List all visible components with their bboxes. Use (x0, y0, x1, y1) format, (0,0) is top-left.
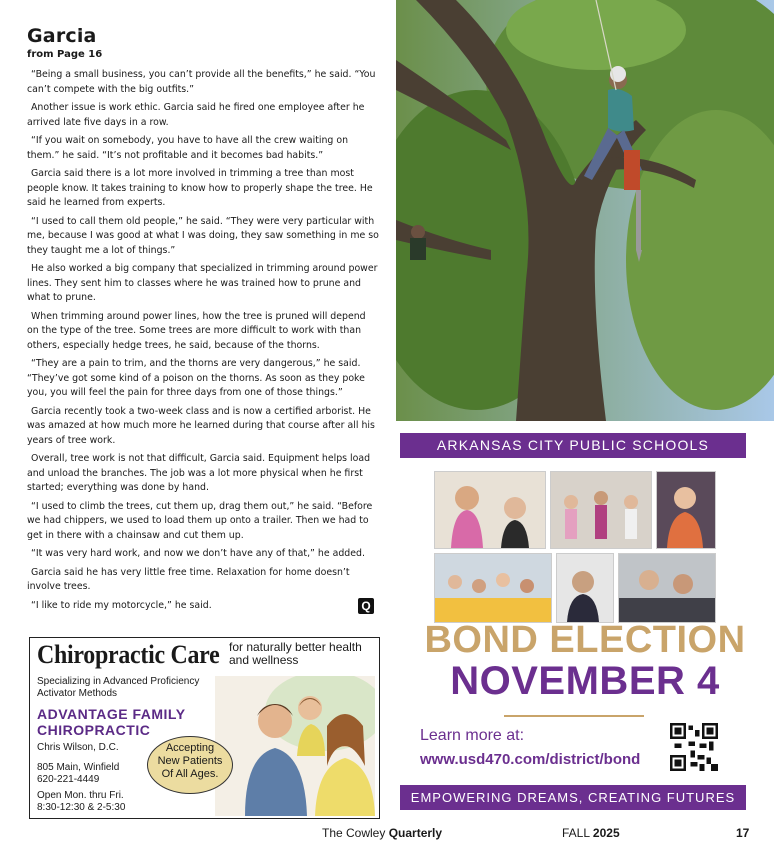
address (37, 762, 119, 786)
chiropractic-ad (29, 637, 380, 819)
learn-more-label: Learn more at: (420, 727, 525, 744)
bond-election-headline: BOND ELECTION (424, 619, 746, 661)
publication-bold: Quarterly (388, 826, 443, 840)
collage-photo (434, 553, 552, 623)
badge-line: Of All Ages. (161, 768, 219, 780)
doctor-name: Chris Wilson, D.C. (37, 742, 119, 753)
article-title: Garcia (27, 25, 97, 47)
end-mark-icon: Q (358, 598, 374, 614)
article (27, 25, 379, 617)
paragraph: Overall, tree work is not that difficult, Garcia said. Equipment helps load and unload the branches. The job was a lot more physical when he first started; everything was done by hand. (27, 453, 371, 493)
bond-election-ad (396, 421, 774, 821)
address-line: 805 Main, Winfield (37, 762, 120, 773)
family-photo (215, 676, 375, 816)
paragraph: “If you wait on somebody, you have to have all the crew waiting on them.” he said. “It’s not profitable and it becomes bad habits.” (27, 135, 349, 161)
continued-from: from Page 16 (27, 49, 103, 60)
ad-headline: Chiropractic Care (37, 640, 220, 669)
election-date: NOVEMBER 4 (450, 659, 720, 703)
ad-tagline: for naturally better health and wellness (229, 640, 362, 667)
qr-code-icon[interactable] (670, 723, 718, 771)
student-photo-collage (434, 471, 714, 621)
divider (504, 715, 644, 717)
season: FALL (562, 826, 593, 840)
paragraph: He also worked a big company that specialized in trimming around power lines. They sent him to classes where he was trained how to prune and what to prune. (27, 263, 378, 303)
collage-photo (550, 471, 652, 549)
paragraph: “They are a pain to trim, and the thorns are very dangerous,” he said. “They’ve got some kind of a poison on the thorns. As soon as they poke you, you will feel the pain for three days from one of those things.” (27, 358, 365, 398)
bond-info-link[interactable]: www.usd470.com/district/bond (420, 751, 641, 768)
year: 2025 (592, 826, 620, 840)
ad-specialization: Specializing in Advanced Proficiency Activator Methods (37, 676, 200, 699)
publication-prefix: The Cowley (322, 826, 389, 840)
hours-line: 8:30-12:30 & 2-5:30 (37, 802, 126, 813)
phone-number: 620-221-4449 (37, 774, 100, 785)
paragraph: Another issue is work ethic. Garcia said he fired one employee after he arrived late five days in a row. (27, 102, 365, 128)
paragraph: “Being a small business, you can’t provide all the benefits,” he said. “You can’t compete with the big outfits.” (27, 69, 376, 95)
badge-line: Accepting (165, 742, 215, 754)
paragraph: Garcia said there is a lot more involved in trimming a tree than most people know. It takes training to know how to properly shape the tree. He said he learned from experts. (27, 168, 373, 208)
practice-name (37, 706, 237, 738)
office-hours (37, 790, 125, 814)
practice-name-line: CHIROPRACTIC (37, 722, 151, 738)
collage-photo (656, 471, 716, 549)
paragraph: When trimming around power lines, how the tree is pruned will depend on the type of the tree. Some trees are more difficult to work with than others, especially hedge trees, he said, because of the thorns. (27, 310, 366, 351)
paragraph: “I used to climb the trees, cut them up, drag them out,” he said. “Before we had chippers, we used to load them up onto a trailer. Then we had to get in there with a chainsaw and cut them up. (27, 500, 373, 541)
school-district-banner: ARKANSAS CITY PUBLIC SCHOOLS (400, 433, 746, 458)
page-number: 17 (736, 826, 750, 840)
paragraph: Garcia recently took a two-week class and is now a certified arborist. He was amazed at how much more he learned during that course after all his years of tree work. (27, 405, 375, 446)
paragraph: “It was very hard work, and now we don’t have any of that,” he added. (31, 548, 365, 559)
paragraph: “I used to call them old people,” he said. “They were very particular with me, because I was good at what I was doing, they saw something in me so they taught me a lot of things.” (27, 215, 379, 256)
publication-name (322, 826, 482, 840)
collage-photo (618, 553, 716, 623)
collage-photo (434, 471, 546, 549)
issue-date (562, 826, 642, 840)
hours-line: Open Mon. thru Fri. (37, 790, 124, 801)
paragraph: Garcia said he has very little free time. Relaxation for home doesn’t involve trees. (27, 566, 350, 592)
accepting-patients-badge (147, 736, 233, 794)
arborist-photo (396, 0, 774, 421)
badge-line: New Patients (157, 755, 223, 767)
paragraph: “I like to ride my motorcycle,” he said. (31, 599, 212, 611)
slogan-banner: EMPOWERING DREAMS, CREATING FUTURES (400, 785, 746, 810)
practice-name-line: ADVANTAGE FAMILY (37, 706, 186, 722)
collage-photo (556, 553, 614, 623)
